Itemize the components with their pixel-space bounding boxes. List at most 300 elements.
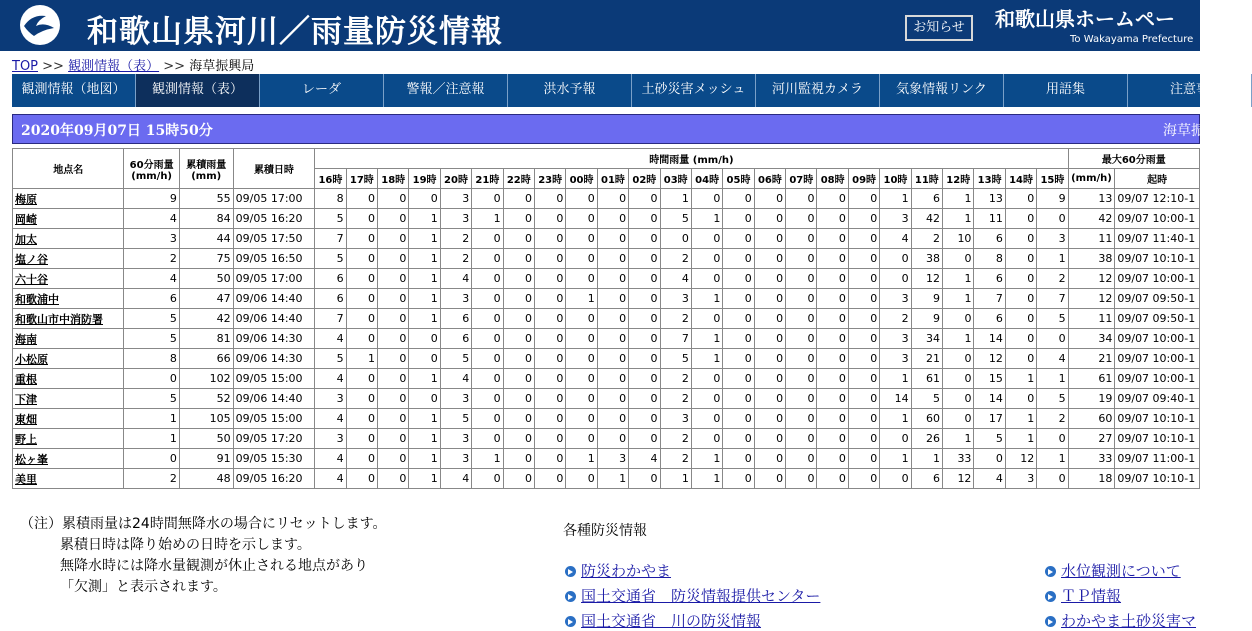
hour-header: 11時	[911, 169, 942, 189]
hourly-cell: 1	[660, 469, 691, 489]
note-line: （注）累積雨量は24時間無降水の場合にリセットします。	[20, 516, 387, 532]
hour-header: 06時	[754, 169, 785, 189]
tab-observation-map[interactable]: 観測情報（地図）	[12, 74, 136, 107]
hourly-cell: 1	[409, 369, 440, 389]
hourly-cell: 2	[660, 369, 691, 389]
hourly-cell: 0	[786, 189, 817, 209]
max60-cell: 11	[1068, 309, 1115, 329]
site-header	[0, 0, 1200, 51]
hour-header: 18時	[378, 169, 409, 189]
hourly-cell: 1	[566, 449, 597, 469]
cum-date-cell: 09/05 17:20	[233, 429, 315, 449]
max60-cell: 42	[1068, 209, 1115, 229]
max-time-cell: 09/07 11:00-1	[1115, 449, 1200, 469]
hourly-cell: 2	[880, 309, 911, 329]
hourly-cell: 0	[817, 189, 848, 209]
hour-header: 04時	[691, 169, 722, 189]
hourly-cell: 0	[472, 329, 503, 349]
station-name-cell	[13, 409, 124, 429]
cumulative-cell: 102	[179, 369, 233, 389]
note-line: 累積日時は降り始めの日時を示します。	[60, 537, 311, 553]
hourly-cell: 0	[566, 349, 597, 369]
hourly-cell: 1	[691, 469, 722, 489]
hourly-cell: 2	[911, 229, 942, 249]
hourly-cell: 3	[440, 209, 471, 229]
hourly-cell: 0	[346, 269, 377, 289]
max-time-cell: 09/07 10:00-1	[1115, 329, 1200, 349]
hourly-cell: 8	[974, 249, 1005, 269]
hourly-cell: 1	[409, 249, 440, 269]
station-name-cell	[13, 449, 124, 469]
prefecture-homepage-link[interactable]: 和歌山県ホームペー	[995, 7, 1175, 31]
hourly-cell: 0	[974, 449, 1005, 469]
hourly-cell: 1	[1037, 249, 1068, 269]
hourly-cell: 0	[566, 469, 597, 489]
hourly-cell: 0	[848, 429, 879, 449]
hourly-cell: 3	[880, 289, 911, 309]
hourly-cell: 0	[629, 429, 660, 449]
hourly-cell: 0	[472, 349, 503, 369]
hourly-cell: 0	[817, 229, 848, 249]
arrow-bullet-icon	[1045, 591, 1056, 602]
hourly-cell: 5	[660, 209, 691, 229]
breadcrumb-current: 海草振興局	[189, 59, 255, 74]
cumulative-cell: 48	[179, 469, 233, 489]
station-name-cell	[13, 269, 124, 289]
hourly-cell: 0	[754, 309, 785, 329]
tab-notes[interactable]: 注意事	[1128, 74, 1252, 107]
hourly-cell: 0	[472, 429, 503, 449]
hourly-cell: 0	[754, 349, 785, 369]
hourly-cell: 0	[817, 429, 848, 449]
hourly-cell: 0	[346, 229, 377, 249]
tab-landslide-mesh[interactable]: 土砂災害メッシュ	[632, 74, 756, 107]
hourly-cell: 0	[378, 289, 409, 309]
hourly-cell: 1	[409, 309, 440, 329]
hourly-cell: 0	[346, 309, 377, 329]
hourly-cell: 3	[1005, 469, 1036, 489]
hourly-cell: 0	[1005, 189, 1036, 209]
station-link[interactable]: 重根	[15, 372, 37, 386]
hourly-cell: 1	[880, 369, 911, 389]
station-link[interactable]: 和歌浦中	[15, 292, 59, 306]
hourly-cell: 0	[754, 329, 785, 349]
table-row	[13, 389, 1200, 409]
hourly-cell: 0	[629, 309, 660, 329]
hourly-cell: 0	[409, 389, 440, 409]
hourly-cell: 0	[848, 349, 879, 369]
hourly-cell: 0	[1037, 209, 1068, 229]
hourly-cell: 6	[315, 269, 346, 289]
cum-date-cell: 09/06 14:40	[233, 289, 315, 309]
max60-cell: 12	[1068, 289, 1115, 309]
hourly-cell: 0	[723, 469, 754, 489]
hourly-cell: 2	[660, 429, 691, 449]
hourly-cell: 5	[1037, 389, 1068, 409]
rain60-cell: 2	[124, 469, 179, 489]
hourly-cell: 0	[943, 249, 974, 269]
hourly-cell: 0	[503, 329, 534, 349]
hour-header: 17時	[346, 169, 377, 189]
hourly-cell: 3	[880, 349, 911, 369]
hourly-cell: 5	[974, 429, 1005, 449]
station-name-cell	[13, 189, 124, 209]
max-time-cell: 09/07 10:00-1	[1115, 269, 1200, 289]
hourly-cell: 0	[346, 289, 377, 309]
hourly-cell: 3	[1037, 229, 1068, 249]
hourly-cell: 0	[691, 429, 722, 449]
hourly-cell: 2	[1037, 269, 1068, 289]
max60-cell: 18	[1068, 469, 1115, 489]
hourly-cell: 2	[660, 389, 691, 409]
hourly-cell: 0	[503, 409, 534, 429]
hourly-cell: 11	[974, 209, 1005, 229]
hourly-cell: 4	[629, 449, 660, 469]
max-time-cell: 09/07 12:10-1	[1115, 189, 1200, 209]
max60-cell: 34	[1068, 329, 1115, 349]
hourly-cell: 0	[597, 309, 628, 329]
tab-radar[interactable]: レーダ	[260, 74, 384, 107]
link-tp-info[interactable]: ＴＰ情報	[1045, 585, 1121, 606]
max-unit-header: (mm/h)	[1068, 169, 1115, 189]
hour-header: 10時	[880, 169, 911, 189]
hourly-cell: 0	[723, 309, 754, 329]
cumulative-cell: 50	[179, 269, 233, 289]
hourly-cell: 0	[346, 189, 377, 209]
cum-date-cell: 09/05 16:50	[233, 249, 315, 269]
hourly-cell: 0	[848, 209, 879, 229]
hourly-cell: 0	[378, 349, 409, 369]
hourly-cell: 0	[754, 229, 785, 249]
hourly-cell: 0	[786, 269, 817, 289]
hour-header: 09時	[848, 169, 879, 189]
hourly-cell: 0	[817, 369, 848, 389]
hourly-cell: 1	[911, 449, 942, 469]
hourly-cell: 0	[378, 469, 409, 489]
hourly-cell: 3	[440, 389, 471, 409]
hourly-cell: 0	[629, 209, 660, 229]
hourly-cell: 0	[786, 249, 817, 269]
hourly-cell: 0	[817, 309, 848, 329]
cumulative-cell: 81	[179, 329, 233, 349]
hourly-cell: 1	[566, 289, 597, 309]
hourly-cell: 0	[503, 449, 534, 469]
hourly-cell: 0	[534, 449, 565, 469]
hourly-cell: 0	[786, 329, 817, 349]
station-link[interactable]: 小松原	[15, 352, 48, 366]
hourly-cell: 17	[974, 409, 1005, 429]
cumulative-cell: 66	[179, 349, 233, 369]
hourly-cell: 0	[660, 229, 691, 249]
rain60-cell: 4	[124, 269, 179, 289]
max-time-cell: 09/07 09:40-1	[1115, 389, 1200, 409]
rain60-cell: 1	[124, 409, 179, 429]
hourly-cell: 0	[472, 309, 503, 329]
hourly-cell: 0	[880, 429, 911, 449]
col-max60-group: 最大60分雨量	[1068, 149, 1199, 169]
hourly-cell: 1	[409, 409, 440, 429]
hourly-cell: 1	[880, 189, 911, 209]
cum-date-cell: 09/05 17:00	[233, 269, 315, 289]
hourly-cell: 0	[786, 409, 817, 429]
hourly-cell: 4	[974, 469, 1005, 489]
hourly-cell: 0	[566, 249, 597, 269]
hourly-cell: 0	[597, 329, 628, 349]
hourly-cell: 60	[911, 409, 942, 429]
hourly-cell: 0	[754, 209, 785, 229]
cumulative-cell: 84	[179, 209, 233, 229]
link-mlit-center[interactable]: 国土交通省 防災情報提供センター	[565, 585, 820, 606]
hourly-cell: 1	[409, 449, 440, 469]
link-landslide-map[interactable]: わかやま土砂災害マ	[1045, 610, 1196, 631]
max-time-header: 起時	[1115, 169, 1200, 189]
hourly-cell: 0	[472, 409, 503, 429]
hourly-cell: 0	[629, 289, 660, 309]
col-cum-date: 累積日時	[233, 149, 315, 189]
hourly-cell: 0	[786, 469, 817, 489]
prefecture-homepage-sublabel[interactable]: To Wakayama Prefecture	[1070, 34, 1194, 45]
hourly-cell: 7	[974, 289, 1005, 309]
hourly-cell: 0	[1005, 329, 1036, 349]
hourly-cell: 0	[566, 329, 597, 349]
hourly-cell: 0	[880, 269, 911, 289]
hourly-cell: 0	[754, 389, 785, 409]
prefecture-logo[interactable]	[2, 2, 78, 49]
hourly-cell: 3	[440, 449, 471, 469]
hourly-cell: 14	[974, 389, 1005, 409]
hourly-cell: 1	[943, 289, 974, 309]
hourly-cell: 6	[440, 329, 471, 349]
hourly-cell: 0	[786, 449, 817, 469]
table-row	[13, 249, 1200, 269]
link-bousai-wakayama[interactable]: 防災わかやま	[565, 560, 671, 581]
hourly-cell: 0	[723, 229, 754, 249]
hourly-cell: 0	[503, 209, 534, 229]
max-time-cell: 09/07 10:10-1	[1115, 469, 1200, 489]
station-link[interactable]: 海南	[15, 332, 37, 346]
cum-date-cell: 09/05 16:20	[233, 209, 315, 229]
hourly-cell: 0	[629, 249, 660, 269]
hourly-cell: 0	[817, 209, 848, 229]
hourly-cell: 0	[848, 289, 879, 309]
hourly-cell: 1	[691, 329, 722, 349]
hourly-cell: 0	[848, 449, 879, 469]
hourly-cell: 1	[1037, 369, 1068, 389]
tab-river-camera[interactable]: 河川監視カメラ	[756, 74, 880, 107]
hourly-cell: 0	[817, 269, 848, 289]
hour-header: 01時	[597, 169, 628, 189]
cumulative-cell: 55	[179, 189, 233, 209]
news-button[interactable]: お知らせ	[905, 15, 973, 41]
observation-datetime: 2020年09月07日 15時50分	[21, 123, 213, 139]
hourly-cell: 0	[817, 349, 848, 369]
hourly-cell: 0	[597, 409, 628, 429]
cumulative-cell: 105	[179, 409, 233, 429]
hourly-cell: 0	[691, 369, 722, 389]
hourly-cell: 0	[754, 269, 785, 289]
station-link[interactable]: 梅原	[15, 192, 37, 206]
table-row	[13, 369, 1200, 389]
tab-glossary[interactable]: 用語集	[1004, 74, 1128, 107]
hourly-cell: 1	[691, 449, 722, 469]
hourly-cell: 0	[597, 429, 628, 449]
hourly-cell: 0	[723, 189, 754, 209]
breadcrumb-separator: >>	[42, 59, 64, 74]
hourly-cell: 0	[346, 369, 377, 389]
hourly-cell: 6	[974, 269, 1005, 289]
note-line: 無降水時には降水量観測が休止される地点があり	[60, 558, 368, 574]
hourly-cell: 2	[440, 249, 471, 269]
hourly-cell: 0	[566, 209, 597, 229]
hourly-cell: 15	[974, 369, 1005, 389]
hourly-cell: 9	[911, 289, 942, 309]
max60-cell: 38	[1068, 249, 1115, 269]
hourly-cell: 0	[848, 189, 879, 209]
hourly-cell: 0	[597, 189, 628, 209]
hourly-cell: 0	[629, 229, 660, 249]
hourly-cell: 0	[848, 469, 879, 489]
hourly-cell: 5	[440, 409, 471, 429]
hourly-cell: 0	[378, 389, 409, 409]
cumulative-cell: 91	[179, 449, 233, 469]
hourly-cell: 34	[911, 329, 942, 349]
hourly-cell: 1	[880, 449, 911, 469]
hourly-cell: 0	[378, 429, 409, 449]
max-time-cell: 09/07 09:50-1	[1115, 309, 1200, 329]
hourly-cell: 0	[1037, 469, 1068, 489]
station-name-cell	[13, 249, 124, 269]
hourly-cell: 0	[534, 269, 565, 289]
station-name-cell	[13, 469, 124, 489]
hourly-cell: 0	[817, 469, 848, 489]
hourly-cell: 0	[378, 309, 409, 329]
station-link[interactable]: 野上	[15, 432, 37, 446]
hourly-cell: 61	[911, 369, 942, 389]
hourly-cell: 0	[534, 189, 565, 209]
hourly-cell: 10	[943, 229, 974, 249]
station-link[interactable]: 岡崎	[15, 212, 37, 226]
hourly-cell: 0	[503, 469, 534, 489]
link-mlit-river[interactable]: 国土交通省 川の防災情報	[565, 610, 761, 631]
station-link[interactable]: 和歌山市中消防署	[15, 312, 103, 326]
station-link[interactable]: 松ヶ峯	[15, 452, 48, 466]
hour-header: 23時	[534, 169, 565, 189]
hourly-cell: 0	[1005, 269, 1036, 289]
hourly-cell: 0	[1005, 249, 1036, 269]
hourly-cell: 0	[346, 469, 377, 489]
hourly-cell: 0	[534, 229, 565, 249]
tab-warnings[interactable]: 警報／注意報	[384, 74, 508, 107]
hour-header: 13時	[974, 169, 1005, 189]
hourly-cell: 0	[691, 269, 722, 289]
hourly-cell: 0	[786, 369, 817, 389]
tab-flood-forecast[interactable]: 洪水予報	[508, 74, 632, 107]
hourly-cell: 1	[943, 209, 974, 229]
table-row	[13, 449, 1200, 469]
hourly-cell: 12	[911, 269, 942, 289]
hourly-cell: 0	[472, 469, 503, 489]
hourly-cell: 0	[1005, 229, 1036, 249]
station-link[interactable]: 下津	[15, 392, 37, 406]
tab-observation-table[interactable]: 観測情報（表）	[136, 74, 260, 107]
arrow-bullet-icon	[565, 591, 576, 602]
hourly-cell: 0	[597, 209, 628, 229]
hourly-cell: 0	[1005, 289, 1036, 309]
hourly-cell: 14	[880, 389, 911, 409]
hourly-cell: 4	[315, 469, 346, 489]
rain60-cell: 9	[124, 189, 179, 209]
hourly-cell: 0	[754, 249, 785, 269]
hourly-cell: 0	[754, 189, 785, 209]
hourly-cell: 0	[629, 469, 660, 489]
hour-header: 07時	[786, 169, 817, 189]
hourly-cell: 0	[597, 289, 628, 309]
rain60-cell: 8	[124, 349, 179, 369]
hour-header: 12時	[943, 169, 974, 189]
col-rain60: 60分雨量 (mm/h)	[124, 149, 179, 189]
station-link[interactable]: 六十谷	[15, 272, 48, 286]
link-water-level[interactable]: 水位観測について	[1045, 560, 1181, 581]
hourly-cell: 0	[754, 429, 785, 449]
hourly-cell: 1	[409, 269, 440, 289]
hourly-cell: 2	[1037, 409, 1068, 429]
hourly-cell: 3	[880, 209, 911, 229]
col-hourly-group: 時間雨量 (mm/h)	[315, 149, 1068, 169]
hourly-cell: 0	[848, 229, 879, 249]
hourly-cell: 0	[472, 269, 503, 289]
station-link[interactable]: 美里	[15, 472, 37, 486]
hourly-cell: 0	[691, 309, 722, 329]
hourly-cell: 0	[1005, 309, 1036, 329]
hourly-cell: 2	[440, 229, 471, 249]
hourly-cell: 1	[660, 189, 691, 209]
table-row	[13, 349, 1200, 369]
table-row	[13, 289, 1200, 309]
table-row	[13, 329, 1200, 349]
max60-cell: 11	[1068, 229, 1115, 249]
rain60-cell: 5	[124, 309, 179, 329]
hourly-cell: 2	[660, 449, 691, 469]
hourly-cell: 1	[1005, 409, 1036, 429]
station-name-cell	[13, 369, 124, 389]
hourly-cell: 0	[629, 329, 660, 349]
hourly-cell: 1	[409, 209, 440, 229]
hourly-cell: 0	[723, 369, 754, 389]
station-link[interactable]: 塩ノ谷	[15, 252, 48, 266]
hourly-cell: 0	[786, 389, 817, 409]
cum-date-cell: 09/06 14:40	[233, 389, 315, 409]
hourly-cell: 4	[315, 449, 346, 469]
station-link[interactable]: 加太	[15, 232, 37, 246]
hourly-cell: 6	[911, 469, 942, 489]
hourly-cell: 2	[660, 309, 691, 329]
hourly-cell: 0	[566, 309, 597, 329]
tab-weather-links[interactable]: 気象情報リンク	[880, 74, 1004, 107]
breadcrumb-observation-link[interactable]: 観測情報（表）	[68, 59, 160, 74]
station-link[interactable]: 東畑	[15, 412, 37, 426]
breadcrumb-top-link[interactable]: TOP	[12, 59, 39, 74]
col-station: 地点名	[13, 149, 124, 189]
hourly-cell: 0	[597, 349, 628, 369]
hourly-cell: 0	[378, 369, 409, 389]
hourly-cell: 5	[315, 349, 346, 369]
hourly-cell: 0	[817, 389, 848, 409]
disaster-links-heading: 各種防災情報	[563, 523, 647, 539]
hourly-cell: 38	[911, 249, 942, 269]
hourly-cell: 0	[754, 289, 785, 309]
hourly-cell: 1	[880, 409, 911, 429]
hourly-cell: 0	[378, 329, 409, 349]
